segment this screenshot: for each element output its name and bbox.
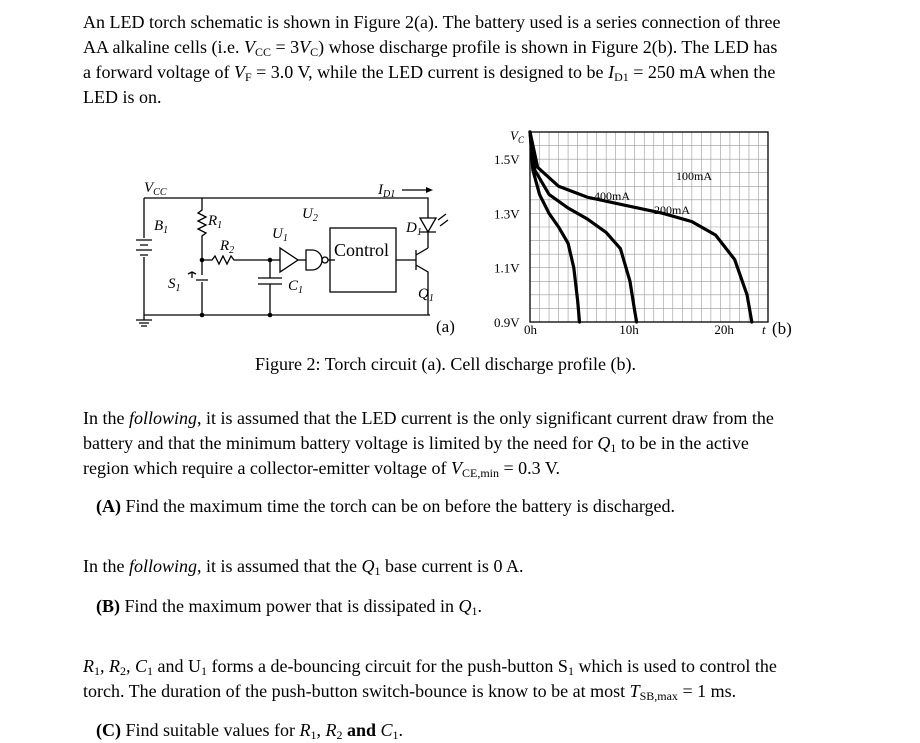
control-label: Control	[334, 240, 390, 260]
panel-label-b: (b)	[772, 319, 792, 338]
base-current-paragraph: In the following, it is assumed that the $Q_1$ base current is 0 A.	[83, 556, 524, 578]
label-id1: $I_{D1}$	[378, 182, 396, 200]
debounce-paragraph	[83, 654, 848, 704]
y-tick-label: 1.1V	[494, 260, 520, 276]
label-c1: $C_1$	[288, 278, 304, 296]
x-tick-label: 0h	[524, 322, 537, 337]
label-d1: $D_1$	[406, 220, 422, 238]
y-axis-label: $V_C$	[510, 128, 524, 145]
figure-caption: Figure 2: Torch circuit (a). Cell discharge profile (b).	[255, 354, 636, 374]
y-tick-label: 1.5V	[494, 152, 520, 168]
label-q1: $Q_1$	[418, 286, 434, 304]
series-label-100mA: 100mA	[676, 169, 712, 183]
label-r2: $R_2$	[220, 238, 235, 256]
torch-schematic	[130, 170, 470, 340]
intro-line-2: AA alkaline cells (i.e. $V_{CC} = 3V_C$) whose discharge profile is shown in Figure 2(b). The LED has	[83, 37, 778, 59]
x-tick-label: 10h	[619, 322, 639, 337]
question-a: (A) Find the maximum time the torch can be on before the battery is discharged.	[96, 496, 676, 516]
para2-line-3: region which require a collector-emitter voltage of $V_{CE,min} = 0.3$ V.	[83, 458, 561, 480]
label-r1: $R_1$	[208, 213, 223, 231]
intro-paragraph	[83, 10, 848, 110]
x-axis-label: t	[762, 322, 766, 337]
para2-line-2: battery and that the minimum battery voltage is limited by the need for $Q_1$ to be in the active	[83, 433, 749, 455]
assumption-paragraph	[83, 406, 848, 481]
label-u1: $U_1$	[272, 226, 288, 244]
intro-line-3: a forward voltage of $V_F = 3.0$ V, while the LED current is designed to be $I_{D1} = 250$ mA when the	[83, 62, 776, 84]
intro-line-1: An LED torch schematic is shown in Figure 2(a). The battery used is a series connection of three	[83, 12, 781, 32]
label-vcc: $V_{CC}$	[144, 180, 167, 198]
x-tick-label: 20h	[714, 322, 734, 337]
para4-line-1: $R_1$, $R_2$, $C_1$ and $U_1$ forms a de-bouncing circuit for the push-button $S_1$ which is used to control the	[83, 656, 777, 678]
series-label-200mA: 200mA	[654, 203, 690, 217]
question-c: (C) Find suitable values for $R_1$, $R_2$ and $C_1$.	[96, 720, 404, 742]
label-s1: $S_1$	[168, 276, 181, 294]
series-label-400mA: 400mA	[594, 189, 630, 203]
y-tick-label: 1.3V	[494, 206, 520, 222]
para2-line-1: In the following, it is assumed that the LED current is the only significant current draw from the	[83, 408, 774, 428]
label-b1: $B_1$	[154, 218, 169, 236]
intro-line-4: LED is on.	[83, 87, 162, 107]
question-b: (B) Find the maximum power that is dissipated in $Q_1$.	[96, 596, 482, 618]
label-u2: $U_2$	[302, 206, 318, 224]
para4-line-2: torch. The duration of the push-button switch-bounce is know to be at most $T_{SB,max} = 1$ ms.	[83, 681, 737, 703]
y-tick-label: 0.9V	[494, 315, 520, 330]
panel-label-a: (a)	[436, 317, 455, 336]
discharge-chart	[490, 122, 800, 342]
